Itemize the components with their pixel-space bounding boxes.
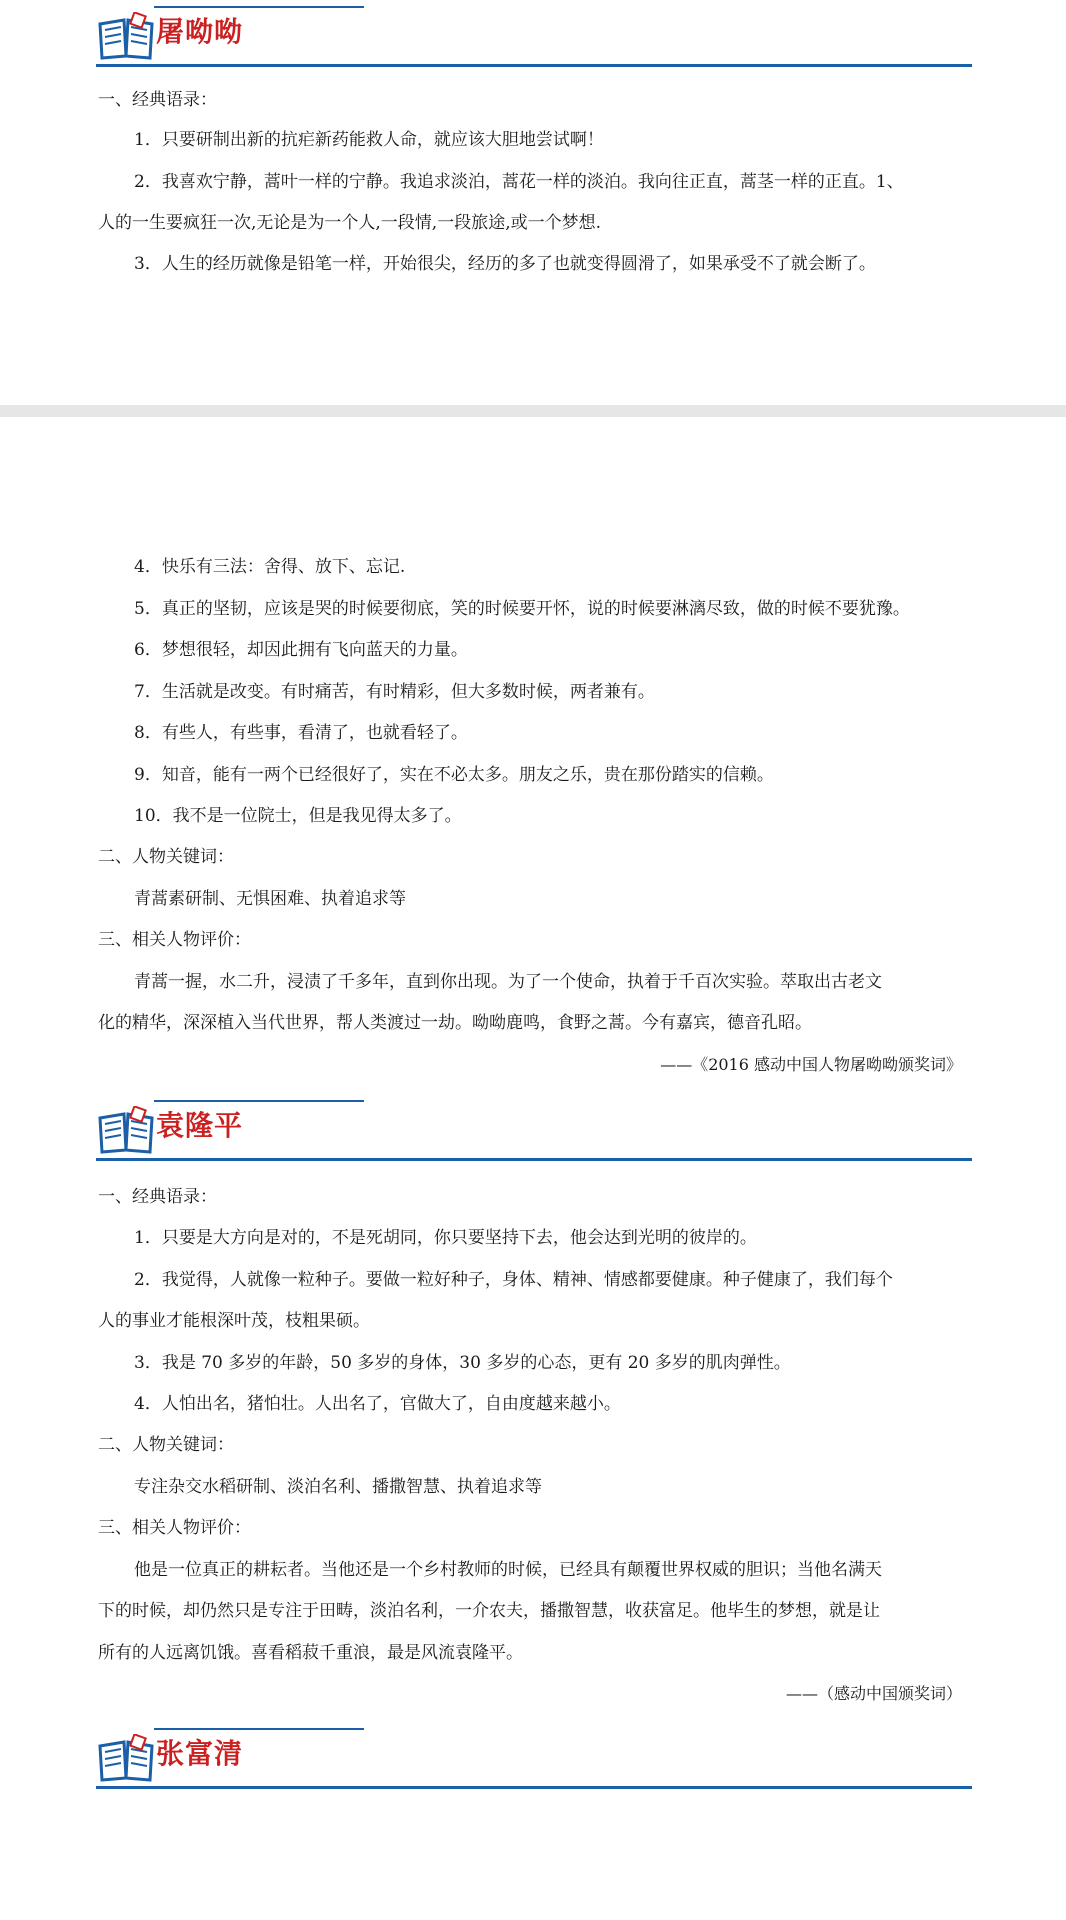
open-book-icon xyxy=(96,12,156,62)
heading-review: 三、相关人物评价： xyxy=(98,930,251,950)
quote-line: 3．人生的经历就像是铅笔一样，开始很尖，经历的多了也就变得圆滑了，如果承受不了就会断了。 xyxy=(134,254,876,274)
open-book-icon xyxy=(96,1734,156,1784)
keywords-text: 专注杂交水稻研制、淡泊名利、播撒智慧、执着追求等 xyxy=(134,1477,542,1497)
quote-line: 人的一生要疯狂一次,无论是为一个人,一段情,一段旅途,或一个梦想. xyxy=(98,213,602,233)
heading-keywords: 二、人物关键词： xyxy=(98,847,234,867)
quote-line: 7．生活就是改变。有时痛苦，有时精彩，但大多数时候，两者兼有。 xyxy=(134,682,655,702)
heading-quotes: 一、经典语录： xyxy=(98,90,217,110)
quote-line: 10．我不是一位院士，但是我见得太多了。 xyxy=(134,806,462,826)
quote-line: 1．只要是大方向是对的，不是死胡同，你只要坚持下去，他会达到光明的彼岸的。 xyxy=(134,1228,757,1248)
quote-line: 3．我是 70 多岁的年龄，50 多岁的身体，30 多岁的心态，更有 20 多岁的肌肉弹性。 xyxy=(134,1353,791,1373)
heading-keywords: 二、人物关键词： xyxy=(98,1435,234,1455)
review-line: 所有的人远离饥饿。喜看稻菽千重浪，最是风流袁隆平。 xyxy=(98,1643,523,1663)
review-line: 下的时候，却仍然只是专注于田畴，淡泊名利，一介农夫，播撒智慧，收获富足。他毕生的梦想，就是让 xyxy=(98,1601,880,1621)
review-line: 他是一位真正的耕耘者。当他还是一个乡村教师的时候，已经具有颠覆世界权威的胆识；当他名满天 xyxy=(134,1560,882,1580)
quote-line: 8．有些人，有些事，看清了，也就看轻了。 xyxy=(134,723,468,743)
review-attribution: ——（感动中国颁奖词） xyxy=(785,1684,962,1703)
document-page-2 xyxy=(0,417,1066,1920)
review-attribution: ——《2016 感动中国人物屠呦呦颁奖词》 xyxy=(660,1055,962,1074)
section-header-yuan xyxy=(96,1102,972,1162)
review-line: 青蒿一握，水二升，浸渍了千多年，直到你出现。为了一个使命，执着于千百次实验。萃取出古老文 xyxy=(134,972,882,992)
section-header-zhang xyxy=(96,1730,972,1790)
open-book-icon xyxy=(96,1106,156,1156)
header-top-rule xyxy=(154,1100,364,1102)
quote-line: 4．人怕出名，猪怕壮。人出名了，官做大了，自由度越来越小。 xyxy=(134,1394,621,1414)
header-top-rule xyxy=(154,6,364,8)
quote-line: 5．真正的坚韧，应该是哭的时候要彻底，笑的时候要开怀，说的时候要淋漓尽致，做的时候不要犹豫。 xyxy=(134,599,910,619)
header-rule xyxy=(96,1158,972,1161)
header-rule xyxy=(96,1786,972,1789)
quote-line: 1．只要研制出新的抗疟新药能救人命，就应该大胆地尝试啊！ xyxy=(134,130,604,150)
quote-line: 6．梦想很轻，却因此拥有飞向蓝天的力量。 xyxy=(134,640,468,660)
section-header-tu xyxy=(96,8,972,68)
page-gap xyxy=(0,405,1066,417)
quote-line: 9．知音，能有一两个已经很好了，实在不必太多。朋友之乐，贵在那份踏实的信赖。 xyxy=(134,765,774,785)
quote-line: 2．我觉得，人就像一粒种子。要做一粒好种子，身体、精神、情感都要健康。种子健康了，我们每个 xyxy=(134,1270,893,1290)
review-line: 化的精华，深深植入当代世界，帮人类渡过一劫。呦呦鹿鸣，食野之蒿。今有嘉宾，德音孔昭。 xyxy=(98,1013,812,1033)
quote-line: 2．我喜欢宁静，蒿叶一样的宁静。我追求淡泊，蒿花一样的淡泊。我向往正直，蒿茎一样的正直。1、 xyxy=(134,172,904,192)
quote-line: 4．快乐有三法：舍得、放下、忘记. xyxy=(134,557,406,577)
keywords-text: 青蒿素研制、无惧困难、执着追求等 xyxy=(134,889,406,909)
document-page-1 xyxy=(0,0,1066,405)
person-name: 张富清 xyxy=(156,1737,244,1770)
header-top-rule xyxy=(154,1728,364,1730)
heading-quotes: 一、经典语录： xyxy=(98,1187,217,1207)
header-rule xyxy=(96,64,972,67)
heading-review: 三、相关人物评价： xyxy=(98,1518,251,1538)
person-name: 屠呦呦 xyxy=(156,15,244,48)
quote-line: 人的事业才能根深叶茂，枝粗果硕。 xyxy=(98,1311,370,1331)
person-name: 袁隆平 xyxy=(156,1109,244,1142)
